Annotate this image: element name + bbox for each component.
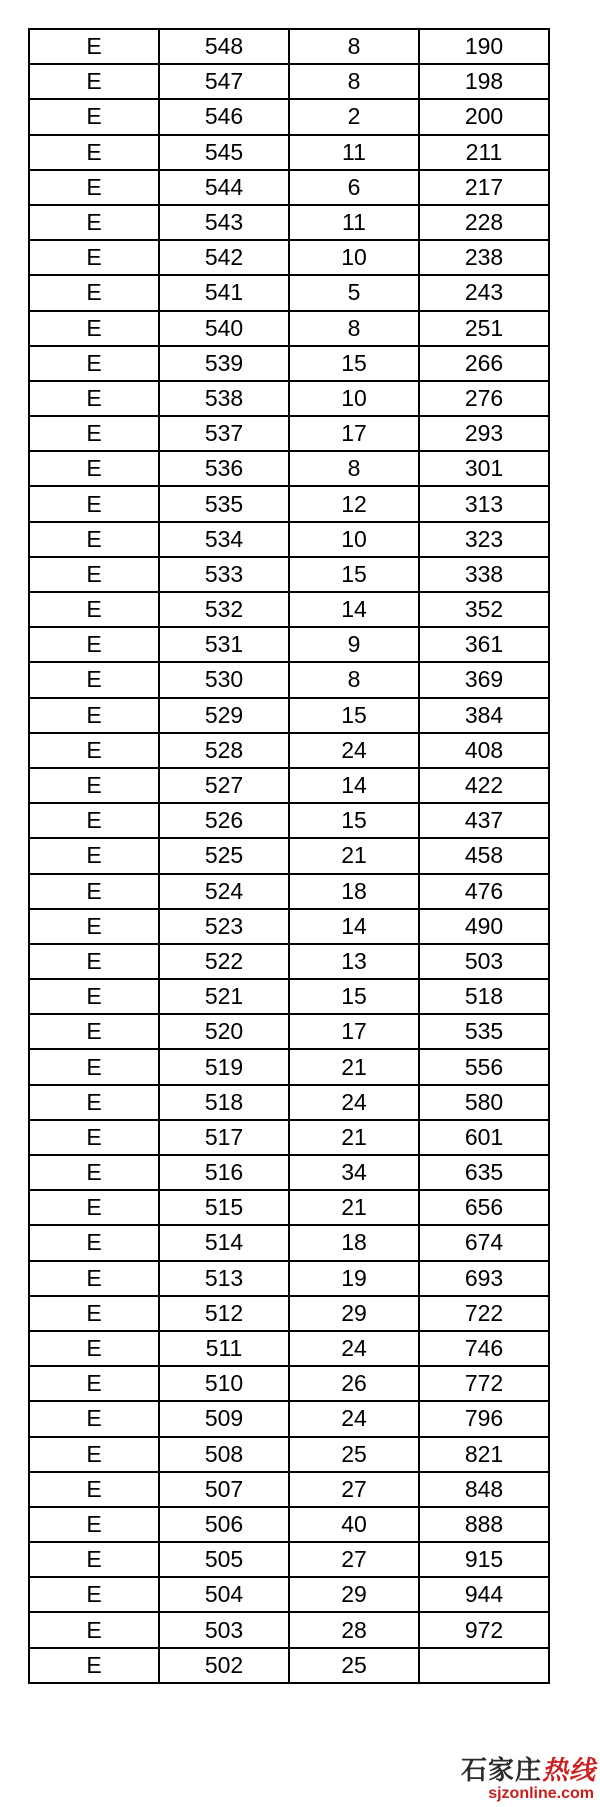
- count-cell: 10: [289, 381, 419, 416]
- table-row: [29, 240, 549, 275]
- count-cell: 10: [289, 240, 419, 275]
- score-cell: 505: [159, 1542, 289, 1577]
- count-cell: 11: [289, 205, 419, 240]
- grade-cell: E: [29, 170, 159, 205]
- count-cell: 5: [289, 275, 419, 310]
- count-cell: 24: [289, 1085, 419, 1120]
- count-cell: 15: [289, 346, 419, 381]
- cumulative-cell: 656: [419, 1190, 549, 1225]
- watermark-logo: [436, 1757, 596, 1805]
- cumulative-cell: 556: [419, 1049, 549, 1084]
- count-cell: 17: [289, 416, 419, 451]
- score-cell: 533: [159, 557, 289, 592]
- cumulative-cell: 266: [419, 346, 549, 381]
- grade-cell: E: [29, 1401, 159, 1436]
- score-cell: 545: [159, 135, 289, 170]
- score-cell: 509: [159, 1401, 289, 1436]
- grade-cell: E: [29, 451, 159, 486]
- grade-cell: E: [29, 1577, 159, 1612]
- count-cell: 25: [289, 1648, 419, 1683]
- table-row: [29, 1331, 549, 1366]
- grade-cell: E: [29, 768, 159, 803]
- cumulative-cell: 251: [419, 311, 549, 346]
- count-cell: 17: [289, 1014, 419, 1049]
- count-cell: 25: [289, 1437, 419, 1472]
- cumulative-cell: 211: [419, 135, 549, 170]
- grade-cell: E: [29, 240, 159, 275]
- cumulative-cell: 301: [419, 451, 549, 486]
- score-cell: 527: [159, 768, 289, 803]
- score-cell: 512: [159, 1296, 289, 1331]
- count-cell: 6: [289, 170, 419, 205]
- count-cell: 14: [289, 768, 419, 803]
- cumulative-cell: 422: [419, 768, 549, 803]
- table-row: [29, 1155, 549, 1190]
- count-cell: 24: [289, 733, 419, 768]
- count-cell: 18: [289, 874, 419, 909]
- cumulative-cell: 313: [419, 486, 549, 521]
- score-cell: 529: [159, 698, 289, 733]
- cumulative-cell: 503: [419, 944, 549, 979]
- count-cell: 27: [289, 1542, 419, 1577]
- table-row: [29, 311, 549, 346]
- score-cell: 531: [159, 627, 289, 662]
- count-cell: 40: [289, 1507, 419, 1542]
- cumulative-cell: 674: [419, 1225, 549, 1260]
- grade-cell: E: [29, 1542, 159, 1577]
- score-cell: 514: [159, 1225, 289, 1260]
- grade-cell: E: [29, 1014, 159, 1049]
- table-row: [29, 1014, 549, 1049]
- cumulative-cell: 722: [419, 1296, 549, 1331]
- grade-cell: E: [29, 1507, 159, 1542]
- table-row: [29, 768, 549, 803]
- score-cell: 536: [159, 451, 289, 486]
- score-cell: 502: [159, 1648, 289, 1683]
- cumulative-cell: 190: [419, 29, 549, 64]
- count-cell: 15: [289, 557, 419, 592]
- cumulative-cell: 338: [419, 557, 549, 592]
- cumulative-cell: [419, 1648, 549, 1683]
- count-cell: 21: [289, 1049, 419, 1084]
- table-row: [29, 874, 549, 909]
- score-cell: 503: [159, 1612, 289, 1647]
- grade-cell: E: [29, 1190, 159, 1225]
- count-cell: 21: [289, 838, 419, 873]
- grade-cell: E: [29, 29, 159, 64]
- table-row: [29, 522, 549, 557]
- cumulative-cell: 518: [419, 979, 549, 1014]
- score-cell: 506: [159, 1507, 289, 1542]
- cumulative-cell: 408: [419, 733, 549, 768]
- grade-cell: E: [29, 592, 159, 627]
- count-cell: 15: [289, 698, 419, 733]
- table-row: [29, 733, 549, 768]
- table-row: [29, 1120, 549, 1155]
- cumulative-cell: 693: [419, 1261, 549, 1296]
- score-cell: 519: [159, 1049, 289, 1084]
- table-row: [29, 1507, 549, 1542]
- grade-cell: E: [29, 1612, 159, 1647]
- grade-cell: E: [29, 1261, 159, 1296]
- cumulative-cell: 361: [419, 627, 549, 662]
- count-cell: 29: [289, 1296, 419, 1331]
- grade-cell: E: [29, 381, 159, 416]
- score-cell: 537: [159, 416, 289, 451]
- grade-cell: E: [29, 522, 159, 557]
- cumulative-cell: 293: [419, 416, 549, 451]
- grade-cell: E: [29, 627, 159, 662]
- count-cell: 29: [289, 1577, 419, 1612]
- table-row: [29, 205, 549, 240]
- grade-cell: E: [29, 135, 159, 170]
- table-row: [29, 1190, 549, 1225]
- cumulative-cell: 437: [419, 803, 549, 838]
- table-row: [29, 1577, 549, 1612]
- score-cell: 510: [159, 1366, 289, 1401]
- cumulative-cell: 535: [419, 1014, 549, 1049]
- cumulative-cell: 972: [419, 1612, 549, 1647]
- cumulative-cell: 635: [419, 1155, 549, 1190]
- table-row: [29, 381, 549, 416]
- score-cell: 538: [159, 381, 289, 416]
- cumulative-cell: 490: [419, 909, 549, 944]
- grade-cell: E: [29, 311, 159, 346]
- cumulative-cell: 228: [419, 205, 549, 240]
- cumulative-cell: 276: [419, 381, 549, 416]
- table-row: [29, 135, 549, 170]
- table-row: [29, 557, 549, 592]
- score-cell: 513: [159, 1261, 289, 1296]
- cumulative-cell: 217: [419, 170, 549, 205]
- count-cell: 14: [289, 909, 419, 944]
- score-cell: 515: [159, 1190, 289, 1225]
- count-cell: 24: [289, 1331, 419, 1366]
- score-cell: 508: [159, 1437, 289, 1472]
- table-row: [29, 346, 549, 381]
- grade-cell: E: [29, 1225, 159, 1260]
- count-cell: 8: [289, 64, 419, 99]
- score-cell: 517: [159, 1120, 289, 1155]
- watermark-url: sjzonline.com: [488, 1785, 594, 1802]
- cumulative-cell: 238: [419, 240, 549, 275]
- table-row: [29, 1437, 549, 1472]
- grade-cell: E: [29, 733, 159, 768]
- grade-cell: E: [29, 64, 159, 99]
- score-cell: 544: [159, 170, 289, 205]
- cumulative-cell: 944: [419, 1577, 549, 1612]
- cumulative-cell: 772: [419, 1366, 549, 1401]
- watermark-name-red: 热线: [541, 1756, 596, 1786]
- score-cell: 541: [159, 275, 289, 310]
- count-cell: 19: [289, 1261, 419, 1296]
- cumulative-cell: 369: [419, 662, 549, 697]
- table-row: [29, 1612, 549, 1647]
- score-cell: 543: [159, 205, 289, 240]
- score-cell: 511: [159, 1331, 289, 1366]
- grade-cell: E: [29, 205, 159, 240]
- grade-cell: E: [29, 557, 159, 592]
- grade-cell: E: [29, 99, 159, 134]
- table-row: [29, 99, 549, 134]
- score-cell: 525: [159, 838, 289, 873]
- grade-cell: E: [29, 909, 159, 944]
- count-cell: 18: [289, 1225, 419, 1260]
- score-table-body: [29, 29, 549, 1683]
- table-row: [29, 1366, 549, 1401]
- table-row: [29, 275, 549, 310]
- score-cell: 534: [159, 522, 289, 557]
- score-cell: 516: [159, 1155, 289, 1190]
- count-cell: 24: [289, 1401, 419, 1436]
- score-cell: 521: [159, 979, 289, 1014]
- score-cell: 546: [159, 99, 289, 134]
- cumulative-cell: 323: [419, 522, 549, 557]
- table-row: [29, 592, 549, 627]
- table-row: [29, 1225, 549, 1260]
- table-row: [29, 698, 549, 733]
- count-cell: 21: [289, 1120, 419, 1155]
- grade-cell: E: [29, 416, 159, 451]
- grade-cell: E: [29, 698, 159, 733]
- grade-cell: E: [29, 1648, 159, 1683]
- score-cell: 542: [159, 240, 289, 275]
- cumulative-cell: 888: [419, 1507, 549, 1542]
- table-row: [29, 29, 549, 64]
- score-cell: 518: [159, 1085, 289, 1120]
- count-cell: 2: [289, 99, 419, 134]
- score-cell: 523: [159, 909, 289, 944]
- count-cell: 8: [289, 29, 419, 64]
- watermark-name-dark: 石家庄: [460, 1756, 542, 1786]
- grade-cell: E: [29, 1296, 159, 1331]
- grade-cell: E: [29, 346, 159, 381]
- score-cell: 524: [159, 874, 289, 909]
- grade-cell: E: [29, 486, 159, 521]
- cumulative-cell: 243: [419, 275, 549, 310]
- count-cell: 15: [289, 803, 419, 838]
- count-cell: 8: [289, 311, 419, 346]
- grade-cell: E: [29, 1085, 159, 1120]
- table-row: [29, 1085, 549, 1120]
- count-cell: 28: [289, 1612, 419, 1647]
- cumulative-cell: 458: [419, 838, 549, 873]
- count-cell: 15: [289, 979, 419, 1014]
- score-cell: 539: [159, 346, 289, 381]
- table-row: [29, 1472, 549, 1507]
- score-cell: 540: [159, 311, 289, 346]
- table-row: [29, 627, 549, 662]
- table-row: [29, 909, 549, 944]
- count-cell: 11: [289, 135, 419, 170]
- cumulative-cell: 476: [419, 874, 549, 909]
- watermark-name: [436, 1757, 596, 1785]
- grade-cell: E: [29, 979, 159, 1014]
- grade-cell: E: [29, 275, 159, 310]
- cumulative-cell: 200: [419, 99, 549, 134]
- table-row: [29, 1296, 549, 1331]
- score-cell: 535: [159, 486, 289, 521]
- table-row: [29, 1648, 549, 1683]
- cumulative-cell: 796: [419, 1401, 549, 1436]
- table-row: [29, 1401, 549, 1436]
- grade-cell: E: [29, 1366, 159, 1401]
- cumulative-cell: 915: [419, 1542, 549, 1577]
- score-cell: 548: [159, 29, 289, 64]
- table-row: [29, 1542, 549, 1577]
- grade-cell: E: [29, 1049, 159, 1084]
- score-cell: 522: [159, 944, 289, 979]
- table-row: [29, 838, 549, 873]
- score-cell: 504: [159, 1577, 289, 1612]
- count-cell: 27: [289, 1472, 419, 1507]
- cumulative-cell: 198: [419, 64, 549, 99]
- cumulative-cell: 580: [419, 1085, 549, 1120]
- count-cell: 34: [289, 1155, 419, 1190]
- grade-cell: E: [29, 1437, 159, 1472]
- grade-cell: E: [29, 803, 159, 838]
- count-cell: 8: [289, 451, 419, 486]
- cumulative-cell: 746: [419, 1331, 549, 1366]
- cumulative-cell: 821: [419, 1437, 549, 1472]
- score-cell: 547: [159, 64, 289, 99]
- count-cell: 9: [289, 627, 419, 662]
- grade-cell: E: [29, 1155, 159, 1190]
- table-row: [29, 944, 549, 979]
- grade-cell: E: [29, 1331, 159, 1366]
- table-row: [29, 1261, 549, 1296]
- grade-cell: E: [29, 874, 159, 909]
- score-table: [28, 28, 550, 1684]
- table-row: [29, 451, 549, 486]
- count-cell: 8: [289, 662, 419, 697]
- count-cell: 26: [289, 1366, 419, 1401]
- cumulative-cell: 352: [419, 592, 549, 627]
- cumulative-cell: 848: [419, 1472, 549, 1507]
- count-cell: 14: [289, 592, 419, 627]
- count-cell: 10: [289, 522, 419, 557]
- score-cell: 532: [159, 592, 289, 627]
- score-cell: 526: [159, 803, 289, 838]
- score-cell: 530: [159, 662, 289, 697]
- count-cell: 21: [289, 1190, 419, 1225]
- grade-cell: E: [29, 944, 159, 979]
- table-row: [29, 1049, 549, 1084]
- table-row: [29, 416, 549, 451]
- cumulative-cell: 384: [419, 698, 549, 733]
- table-row: [29, 486, 549, 521]
- table-row: [29, 662, 549, 697]
- grade-cell: E: [29, 1472, 159, 1507]
- count-cell: 12: [289, 486, 419, 521]
- score-cell: 507: [159, 1472, 289, 1507]
- grade-cell: E: [29, 1120, 159, 1155]
- table-row: [29, 64, 549, 99]
- grade-cell: E: [29, 662, 159, 697]
- cumulative-cell: 601: [419, 1120, 549, 1155]
- score-cell: 520: [159, 1014, 289, 1049]
- table-row: [29, 979, 549, 1014]
- count-cell: 13: [289, 944, 419, 979]
- score-cell: 528: [159, 733, 289, 768]
- table-row: [29, 803, 549, 838]
- grade-cell: E: [29, 838, 159, 873]
- table-row: [29, 170, 549, 205]
